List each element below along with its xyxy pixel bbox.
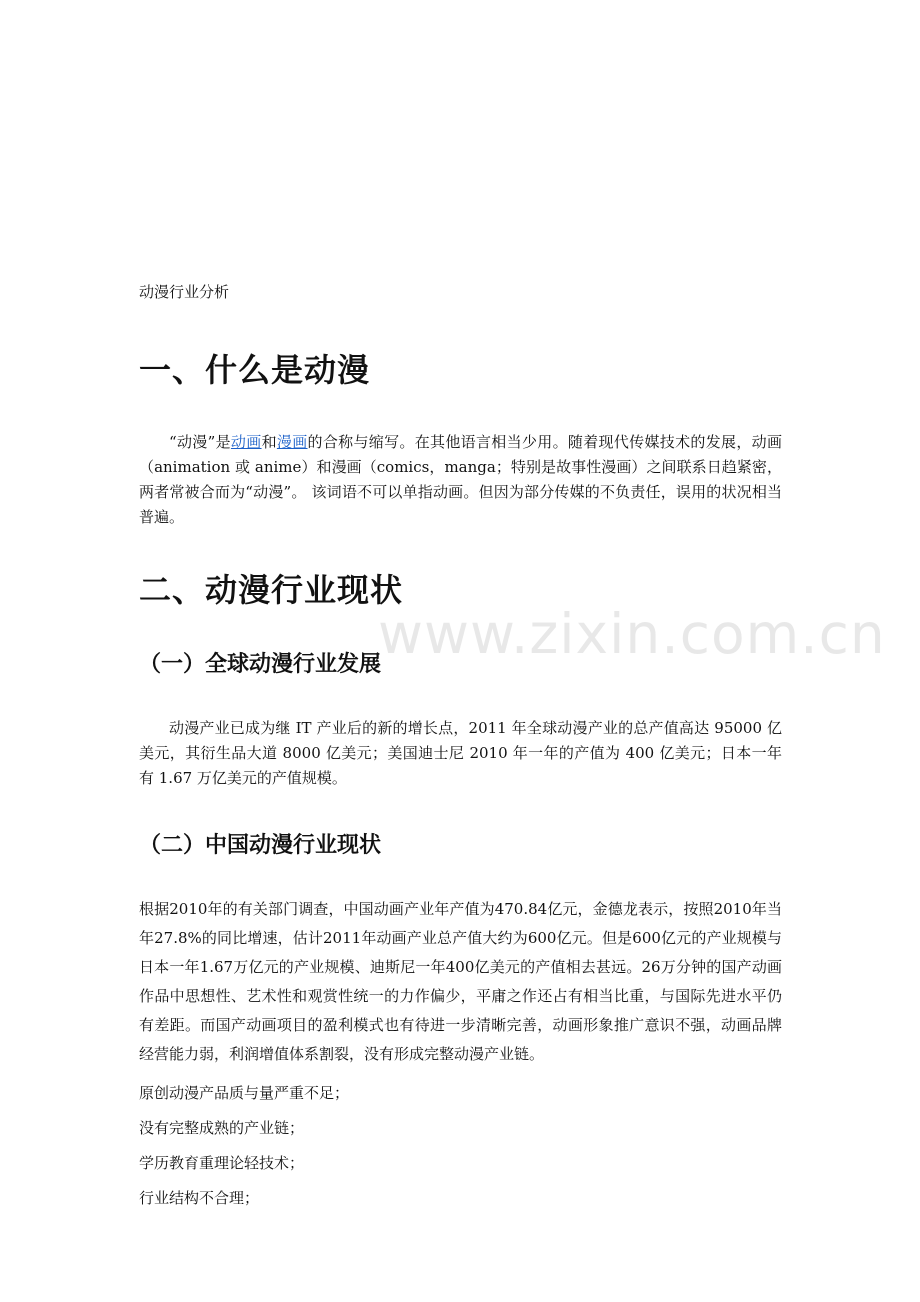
section-1-paragraph — [139, 430, 782, 530]
subsection-global-heading: （一）全球动漫行业发展 — [139, 652, 382, 677]
list-item: 原创动漫产品质与量严重不足； — [139, 1084, 350, 1102]
document-title: 动漫行业分析 — [139, 283, 230, 301]
list-item: 行业结构不合理； — [139, 1189, 260, 1207]
subsection-china-paragraph: 根据2010年的有关部门调查，中国动画产业年产值为470.84亿元，金德龙表示，按照2010年当年27.8%的同比增速，估计2011年动画产业总产值大约为600亿元。但是600亿元的产业规模与日本一年1.67万亿元的产业规模、迪斯尼一年400亿美元的产值相去甚远。26万分钟的国产动画作品中思想性、艺术性和观赏性统一的力作偏少，平庸之作还占有相当比重，与国际先进水平仍有差距。而国产动画项目的盈利模式也有待进一步清晰完善，动画形象推广意识不强，动画品牌经营能力弱，利润增值体系割裂，没有形成完整动漫产业链。 — [139, 900, 782, 1063]
link-animation[interactable]: 动画 — [230, 433, 262, 451]
para-text-start: “动漫”是 — [169, 433, 231, 451]
watermark-text: www.zixin.com.cn — [378, 602, 886, 666]
document-body — [139, 280, 782, 1210]
subsection-global-paragraph: 动漫产业已成为继 IT 产业后的新的增长点，2011 年全球动漫产业的总产值高达 95000 亿美元，其衍生品大道 8000 亿美元；美国迪士尼 2010 年一年的产值为 400 亿美元；日本一年有 1.67 万亿美元的产值规模。 — [139, 719, 782, 787]
para-text-and: 和 — [261, 433, 277, 451]
list-item: 学历教育重理论轻技术； — [139, 1154, 305, 1172]
para-text-rest: 的合称与缩写。在其他语言相当少用。随着现代传媒技术的发展，动画（animation 或 anime）和漫画（comics，manga；特别是故事性漫画）之间联系日趋紧密，两者常被合而为“动漫”。 该词语不可以单指动画。但因为部分传媒的不负责任，误用的状况相当普遍。 — [139, 433, 782, 526]
section-1-heading: 一、什么是动漫 — [139, 351, 371, 389]
subsection-china-heading: （二）中国动漫行业现状 — [139, 833, 382, 858]
section-2-heading: 二、动漫行业现状 — [139, 571, 404, 609]
list-item: 没有完整成熟的产业链； — [139, 1119, 305, 1137]
link-comics[interactable]: 漫画 — [276, 433, 308, 451]
